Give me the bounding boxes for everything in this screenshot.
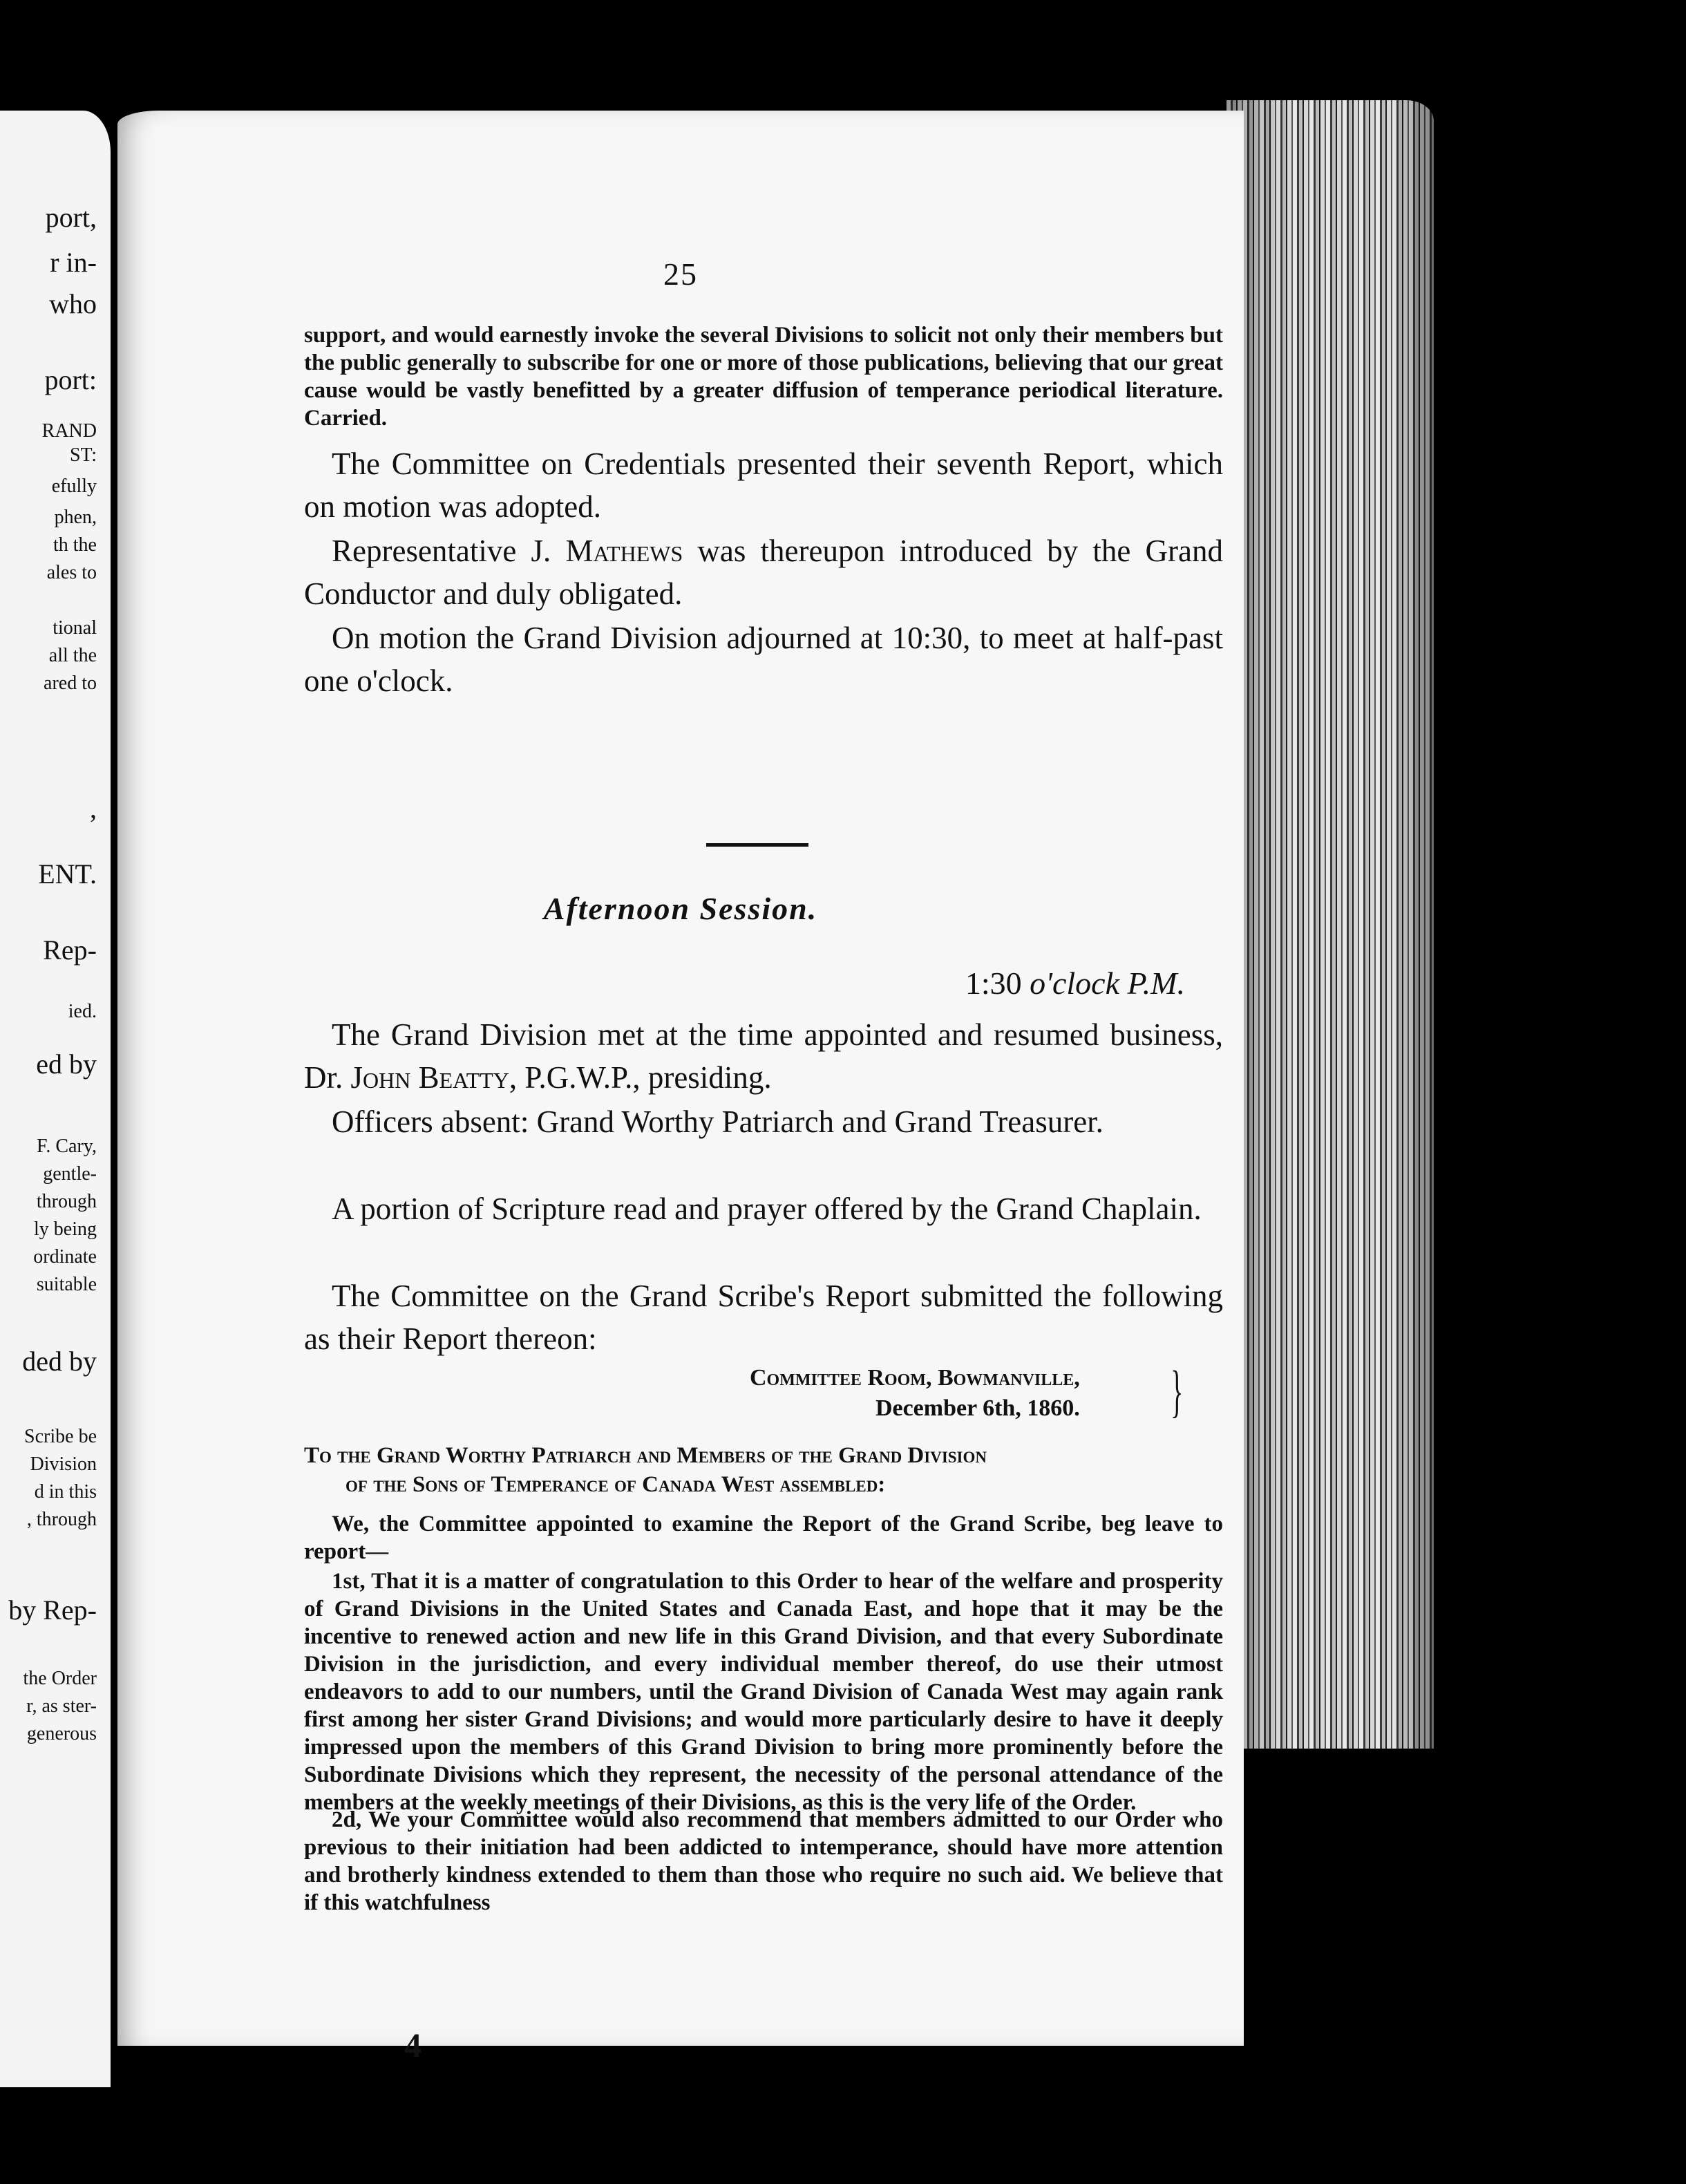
left-page-fragment: F. Cary, — [37, 1136, 97, 1157]
left-page-fragment: all the — [48, 645, 97, 666]
left-page-fragment: Division — [30, 1453, 97, 1475]
left-page-fragment: th the — [53, 534, 97, 556]
main-page — [117, 111, 1244, 2064]
left-page-fragment: , — [90, 793, 97, 824]
left-page-fragment: ENT. — [38, 858, 97, 889]
left-page-fragment: efully — [51, 476, 97, 497]
report-first-point: 1st, That it is a matter of congratulation to this Order to hear of the welfare and prosperity of Grand Divisions in the United States and Canada East, and hope that it may be the incentive to renewed action and new life in this Grand Division, and that every Subordinate Division in the jurisdiction, and every individual member thereof, do use their utmost endeavors to add to our numbers, until the Grand Division of Canada West may again rank first among her sister Grand Divisions; and would more particularly desire to have it deeply impressed upon the members of this Grand Division to bring more prominently before the Subordinate Divisions which they represent, the necessity of the personal attendance of the members at the weekly meetings of their Divisions, as this is the very life of the Order. — [304, 1569, 1223, 1815]
paragraph-representative — [304, 529, 1223, 615]
left-page-fragment: by Rep- — [8, 1594, 97, 1626]
left-page-fragment: suitable — [36, 1274, 97, 1295]
left-page-fragment: phen, — [54, 507, 97, 528]
met-text-a: The Grand Division met at the time appointed and resumed business, Dr. — [304, 1017, 1223, 1095]
left-page-fragment: ST: — [69, 444, 97, 466]
paragraph-support: support, and would earnestly invoke the several Divisions to solicit not only their members but the public generally to subscribe for one or more of those publications, believing that our great cause would be vastly benefitted by a greater diffusion of temperance periodical literature. Carried. — [304, 323, 1223, 431]
left-page-fragment: r in- — [50, 247, 97, 278]
left-page-fragment: Scribe be — [24, 1426, 97, 1447]
section-divider — [706, 843, 808, 847]
page-number: 25 — [663, 256, 698, 292]
left-page-fragment: ied. — [68, 1001, 97, 1022]
afternoon-session-heading: Afternoon Session. — [543, 891, 818, 926]
report-intro: We, the Committee appointed to examine the Report of the Grand Scribe, beg leave to report— — [304, 1512, 1223, 1564]
left-page-fragment: ded by — [22, 1346, 97, 1377]
left-page-fragment: ared to — [44, 672, 97, 694]
left-page-fragment: Rep- — [43, 934, 97, 966]
rep-text-b: was thereupon introduced by the Grand Conductor and duly obligated. — [304, 534, 1223, 611]
committee-room-date: December 6th, 1860. — [875, 1395, 1080, 1421]
paragraph-officers-absent: Officers absent: Grand Worthy Patriarch and Grand Treasurer. — [332, 1104, 1104, 1139]
left-page-fragment: ly being — [34, 1218, 97, 1240]
left-page-fragment: tional — [53, 617, 97, 639]
left-page-fragment: the Order — [23, 1668, 97, 1689]
address-line-2: of the Sons of Temperance of Canada West assembled: — [345, 1472, 886, 1497]
rep-name: Mathews — [565, 534, 683, 568]
committee-room-header — [750, 1363, 1080, 1424]
left-facing-page — [0, 111, 111, 2087]
paragraph-scripture: A portion of Scripture read and prayer offered by the Grand Chaplain. — [332, 1192, 1202, 1226]
left-page-fragment: d in this — [34, 1481, 97, 1503]
left-page-fragment: port, — [45, 202, 97, 233]
left-page-fragment: gentle- — [43, 1163, 97, 1185]
left-page-fragment: who — [49, 288, 97, 319]
left-page-fragment: ordinate — [33, 1246, 97, 1268]
left-page-fragment: generous — [26, 1723, 97, 1744]
left-page-fragment: ed by — [36, 1048, 97, 1080]
report-address — [304, 1441, 1223, 1499]
report-second-point: 2d, We your Committee would also recommend that members admitted to our Order who previous to their initiation had been addicted to intemperance, should have more attention and brotherly kindness extended to them than those who require no such aid. We believe that if this watchfulness — [304, 1807, 1223, 1915]
paragraph-met — [304, 1013, 1223, 1099]
session-time — [965, 965, 1185, 1001]
paragraph-committee-report: The Committee on the Grand Scribe's Report submitted the following as their Report thereon: — [304, 1279, 1223, 1356]
left-page-fragment: through — [36, 1191, 97, 1212]
address-line-1: To the Grand Worthy Patriarch and Members of the Grand Division — [304, 1443, 987, 1468]
brace-glyph: } — [1171, 1359, 1184, 1424]
rep-text-a: Representative J. — [332, 534, 566, 568]
met-text-b: , P.G.W.P., presiding. — [509, 1060, 772, 1095]
session-time-text: o'clock P.M. — [1030, 966, 1185, 1001]
paragraph-credentials: The Committee on Credentials presented their seventh Report, which on motion was adopted. — [304, 446, 1223, 524]
signature-mark: 4 — [404, 2026, 422, 2064]
left-page-fragment: port: — [44, 364, 97, 395]
presiding-name: John Beatty — [350, 1060, 509, 1095]
paragraph-adjourned: On motion the Grand Division adjourned at 10:30, to meet at half-past one o'clock. — [304, 621, 1223, 698]
page-edge-shading — [1226, 100, 1434, 1749]
left-page-fragment: ales to — [46, 562, 97, 583]
committee-room-place: Committee Room, Bowmanville, — [750, 1365, 1080, 1391]
session-time-number: 1:30 — [965, 966, 1030, 1001]
left-page-fragment: r, as ster- — [26, 1695, 97, 1717]
left-page-fragment: , through — [26, 1509, 97, 1530]
left-page-fragment: RAND — [41, 420, 97, 442]
